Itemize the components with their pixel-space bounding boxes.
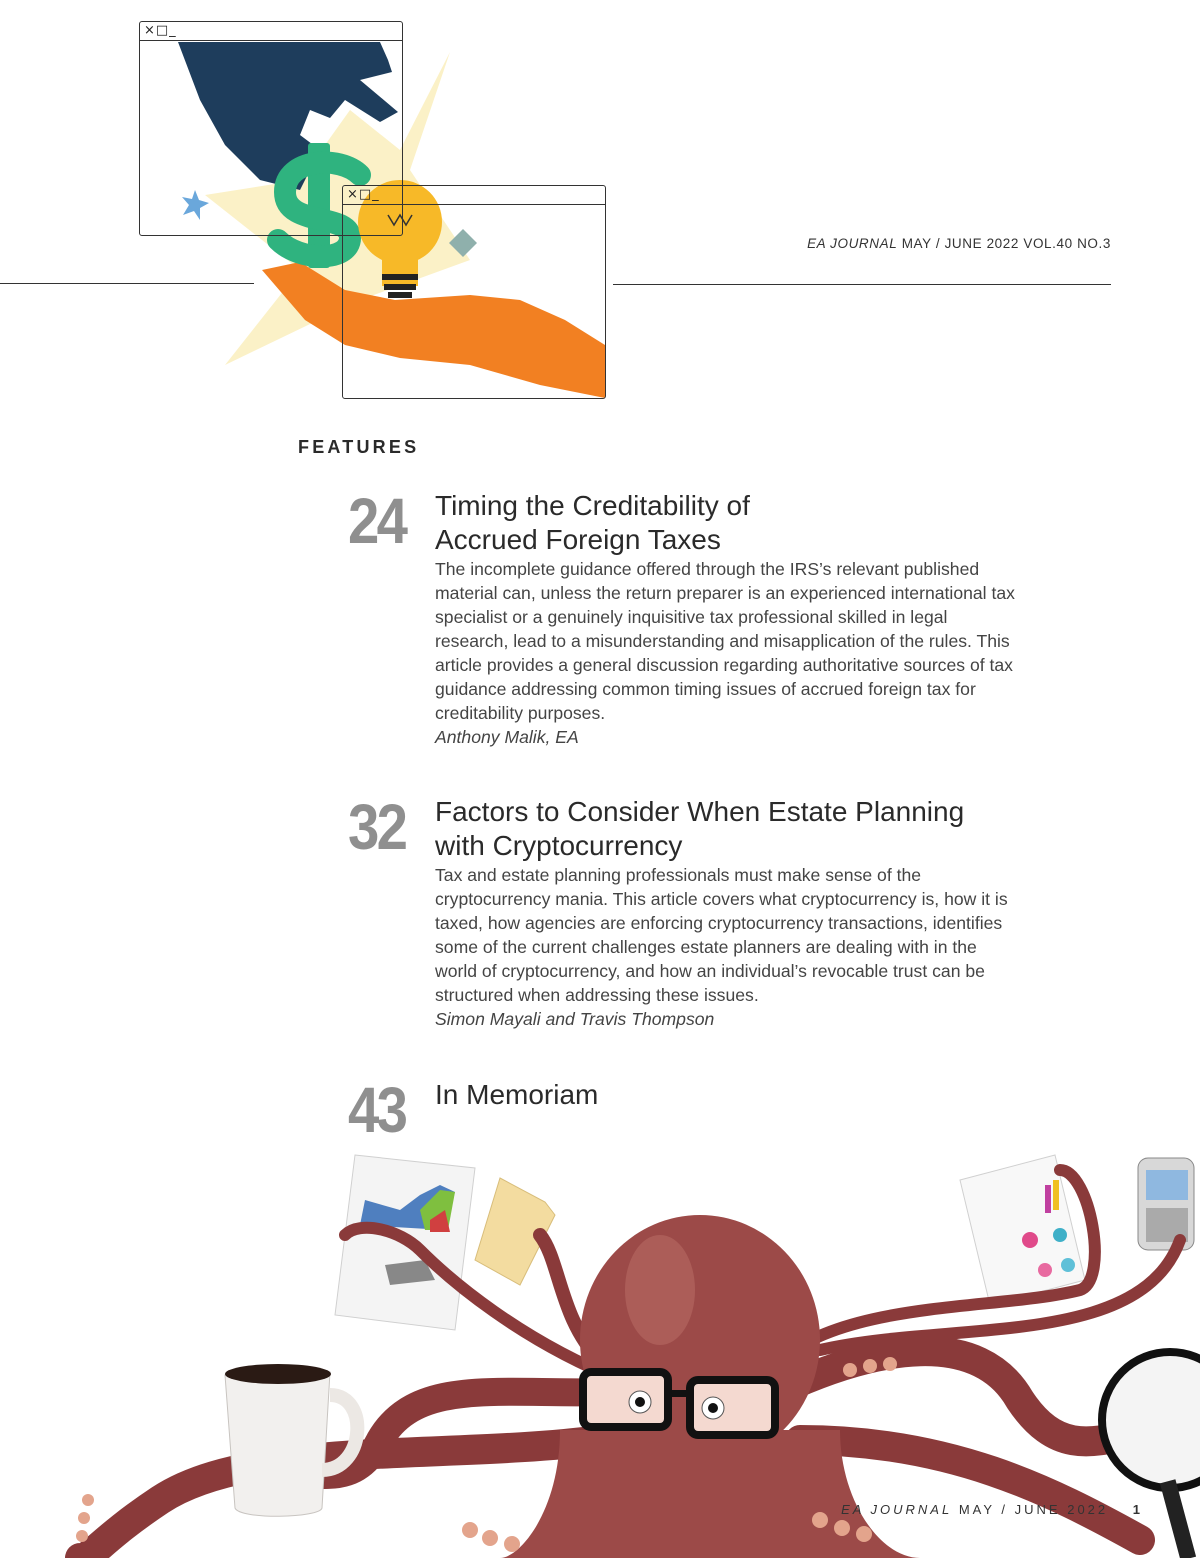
masthead-journal: EA JOURNAL	[807, 236, 898, 251]
footer-issue: MAY / JUNE 2022	[958, 1502, 1109, 1517]
page-number: 1	[1132, 1502, 1140, 1517]
feature-description: Tax and estate planning professionals must make sense of the cryptocurrency mania. This article covers what cryptocurrency is, how it is taxed, how agencies are enforcing cryptocurrency transactions, identifies some of the current challenges estate planners are dealing with in the world of cryptocurrency, and how an individual’s revocable trust can be structured when addressing these issues.	[435, 865, 1008, 1005]
feature-title-line2: Accrued Foreign Taxes	[435, 524, 721, 555]
coffee-mug-icon	[225, 1364, 357, 1516]
window-controls: ×□_	[347, 187, 380, 202]
feature-author: Anthony Malik, EA	[435, 727, 579, 747]
phone-icon	[1138, 1158, 1194, 1250]
feature-description: The incomplete guidance offered through the IRS’s relevant published material can, unless the return preparer is an experienced international tax specialist or a genuinely inquisitive tax professional skilled in legal research, lead to a misunderstanding and misapplication of the rules. This article provides a general discussion regarding authoritative sources of tax guidance addressing common timing issues of accrued foreign tax for creditability purposes.	[435, 559, 1015, 723]
feature-author: Simon Mayali and Travis Thompson	[435, 1009, 715, 1029]
feature-body	[435, 489, 1015, 749]
window-titlebar	[140, 22, 402, 41]
footer-journal: EA JOURNAL	[841, 1502, 953, 1517]
feature-page-number: 24	[348, 485, 406, 557]
page-footer	[841, 1502, 1140, 1517]
feature-page-number: 43	[348, 1074, 406, 1146]
bottom-illustration	[0, 1140, 1200, 1558]
masthead	[807, 236, 1111, 251]
feature-body	[435, 1078, 1015, 1112]
window-front	[342, 185, 606, 399]
feature-title-line1: Factors to Consider When Estate Planning	[435, 796, 965, 827]
feature-title[interactable]	[435, 1078, 1015, 1112]
header-rule-left	[0, 283, 254, 284]
feature-title-line1: In Memoriam	[435, 1079, 599, 1110]
feature-body	[435, 795, 1015, 1031]
window-controls: ×□_	[144, 23, 177, 38]
section-label: FEATURES	[298, 437, 420, 457]
feature-title[interactable]	[435, 795, 1015, 863]
feature-title-line2: with Cryptocurrency	[435, 830, 683, 861]
feature-page-number: 32	[348, 791, 406, 863]
window-titlebar	[343, 186, 605, 205]
feature-title-line1: Timing the Creditability of	[435, 490, 750, 521]
top-illustration	[0, 0, 1200, 410]
masthead-issue: MAY / JUNE 2022 VOL.40 NO.3	[901, 236, 1111, 251]
header-rule-right	[613, 284, 1111, 285]
feature-title[interactable]	[435, 489, 1015, 557]
